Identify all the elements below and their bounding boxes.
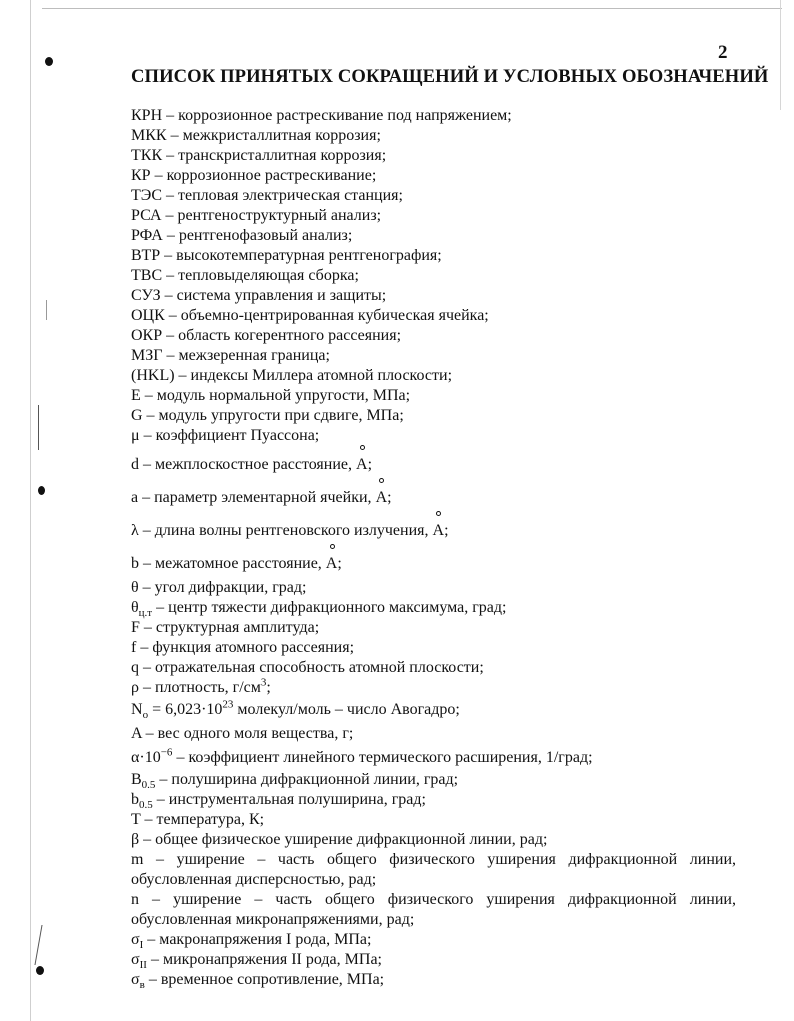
list-item xyxy=(131,512,736,545)
list-item: β – общее физическое уширение дифракционной линии, рад; xyxy=(131,831,548,848)
entry-end: ; xyxy=(367,456,373,473)
list-item: T – температура, К; xyxy=(131,811,265,828)
list-item: КРН – коррозионное растрескивание под напряжением; xyxy=(131,107,512,124)
list-item: МКК – межкристаллитная коррозия; xyxy=(131,127,381,144)
list-item: q – отражательная способность атомной плоскости; xyxy=(131,659,484,676)
abbreviation-list xyxy=(131,106,736,990)
entry-text: λ – длина волны рентгеновского излучения, xyxy=(131,522,429,539)
entry-end: ; xyxy=(266,679,271,696)
list-item: КР – коррозионное растрескивание; xyxy=(131,167,377,184)
symbol: σ xyxy=(131,931,140,948)
list-item: G – модуль упругости при сдвиге, МПа; xyxy=(131,407,404,424)
list-item: РФА – рентгенофазовый анализ; xyxy=(131,227,353,244)
entry-line: обусловленная микронапряжениями, рад; xyxy=(131,911,415,928)
superscript: 23 xyxy=(222,698,234,711)
symbol: b xyxy=(131,791,139,808)
list-item: θ – угол дифракции, град; xyxy=(131,579,307,596)
list-item: ТКК – транскристаллитная коррозия; xyxy=(131,147,387,164)
list-item xyxy=(131,970,736,990)
angstrom-unit: A xyxy=(376,479,388,512)
page-number: 2 xyxy=(718,42,728,63)
list-item xyxy=(131,950,736,970)
superscript: −6 xyxy=(160,746,173,759)
entry-line: обусловленная дисперсностью, рад; xyxy=(131,871,377,888)
angstrom-unit: A xyxy=(326,545,338,578)
subscript: II xyxy=(139,959,147,972)
list-item: РСА – рентгеноструктурный анализ; xyxy=(131,207,382,224)
subscript: o xyxy=(142,709,149,722)
list-item: МЗГ – межзеренная граница; xyxy=(131,347,330,364)
entry-text: – инструментальная полуширина, град; xyxy=(152,791,426,808)
list-item: ТЭС – тепловая электрическая станция; xyxy=(131,187,403,204)
list-item xyxy=(131,890,736,930)
symbol: B xyxy=(131,771,142,788)
scan-edge-right xyxy=(780,0,781,110)
list-item xyxy=(131,598,736,618)
subscript: в xyxy=(139,979,145,992)
list-item: A – вес одного моля вещества, г; xyxy=(131,725,354,742)
symbol: N xyxy=(131,701,143,718)
entry-end: ; xyxy=(444,522,449,539)
angstrom-unit: A xyxy=(356,446,368,479)
entry-text: – коэффициент линейного термического расширения, 1/град; xyxy=(172,749,593,766)
margin-scratch xyxy=(46,300,47,320)
list-item xyxy=(131,545,736,578)
list-item xyxy=(131,770,736,790)
entry-text: – микронапряжения II рода, МПа; xyxy=(146,951,382,968)
scan-edge-top xyxy=(42,8,782,9)
entry-text: – центр тяжести дифракционного максимума, град; xyxy=(152,599,507,616)
list-item xyxy=(131,479,736,512)
subscript: ц.т xyxy=(138,607,153,620)
list-item: ОЦК – объемно-центрированная кубическая ячейка; xyxy=(131,307,489,324)
symbol: σ xyxy=(131,951,140,968)
entry-text: b – межатомное расстояние, xyxy=(131,555,322,572)
superscript: 3 xyxy=(260,676,267,689)
list-item xyxy=(131,698,736,722)
entry-text: молекул/моль – число Авогадро; xyxy=(233,701,460,718)
list-item xyxy=(131,678,736,698)
margin-scratch xyxy=(38,405,39,450)
symbol: σ xyxy=(131,971,140,988)
list-item xyxy=(131,446,736,479)
entry-end: ; xyxy=(337,555,342,572)
entry-text: – временное сопротивление, МПа; xyxy=(144,971,385,988)
entry-text: – полуширина дифракционной линии, град; xyxy=(155,771,459,788)
list-item xyxy=(131,930,736,950)
list-item xyxy=(131,790,736,810)
equation: = 6,023·10 xyxy=(148,701,223,718)
entry-text: – макронапряжения I рода, МПа; xyxy=(143,931,372,948)
page-title: СПИСОК ПРИНЯТЫХ СОКРАЩЕНИЙ И УСЛОВНЫХ ОБОЗНАЧЕНИЙ xyxy=(131,66,769,87)
list-item: μ – коэффициент Пуассона; xyxy=(131,427,320,444)
scan-edge-left xyxy=(30,0,31,1021)
subscript: 0.5 xyxy=(141,779,156,792)
list-item: ТВС – тепловыделяющая сборка; xyxy=(131,267,359,284)
entry-text: d – межплоскостное расстояние, xyxy=(131,456,353,473)
angstrom-unit: A xyxy=(433,512,445,545)
entry-line: m – уширение – часть общего физического уширения дифракционной линии, xyxy=(131,851,736,868)
list-item: E – модуль нормальной упругости, МПа; xyxy=(131,387,411,404)
subscript: I xyxy=(139,939,144,952)
list-item: СУЗ – система управления и защиты; xyxy=(131,287,387,304)
entry-line: n – уширение – часть общего физического уширения дифракционной линии, xyxy=(131,891,736,908)
margin-scratch xyxy=(34,925,42,965)
list-item: ОКР – область когерентного рассеяния; xyxy=(131,327,402,344)
symbol: θ xyxy=(131,599,139,616)
list-item: f – функция атомного рассеяния; xyxy=(131,639,355,656)
list-item: F – структурная амплитуда; xyxy=(131,619,320,636)
entry-text: a – параметр элементарной ячейки, xyxy=(131,489,372,506)
list-item xyxy=(131,850,736,890)
list-item: ВТР – высокотемпературная рентгенография; xyxy=(131,247,442,264)
binder-hole-mark xyxy=(45,57,53,66)
entry-end: ; xyxy=(387,489,392,506)
binder-hole-mark xyxy=(38,486,45,495)
list-item xyxy=(131,746,736,770)
binder-hole-mark xyxy=(36,966,44,975)
subscript: 0.5 xyxy=(139,799,153,812)
entry-text: ρ – плотность, г/см xyxy=(131,679,261,696)
list-item: (HKL) – индексы Миллера атомной плоскости; xyxy=(131,367,453,384)
symbol: α·10 xyxy=(131,749,161,766)
